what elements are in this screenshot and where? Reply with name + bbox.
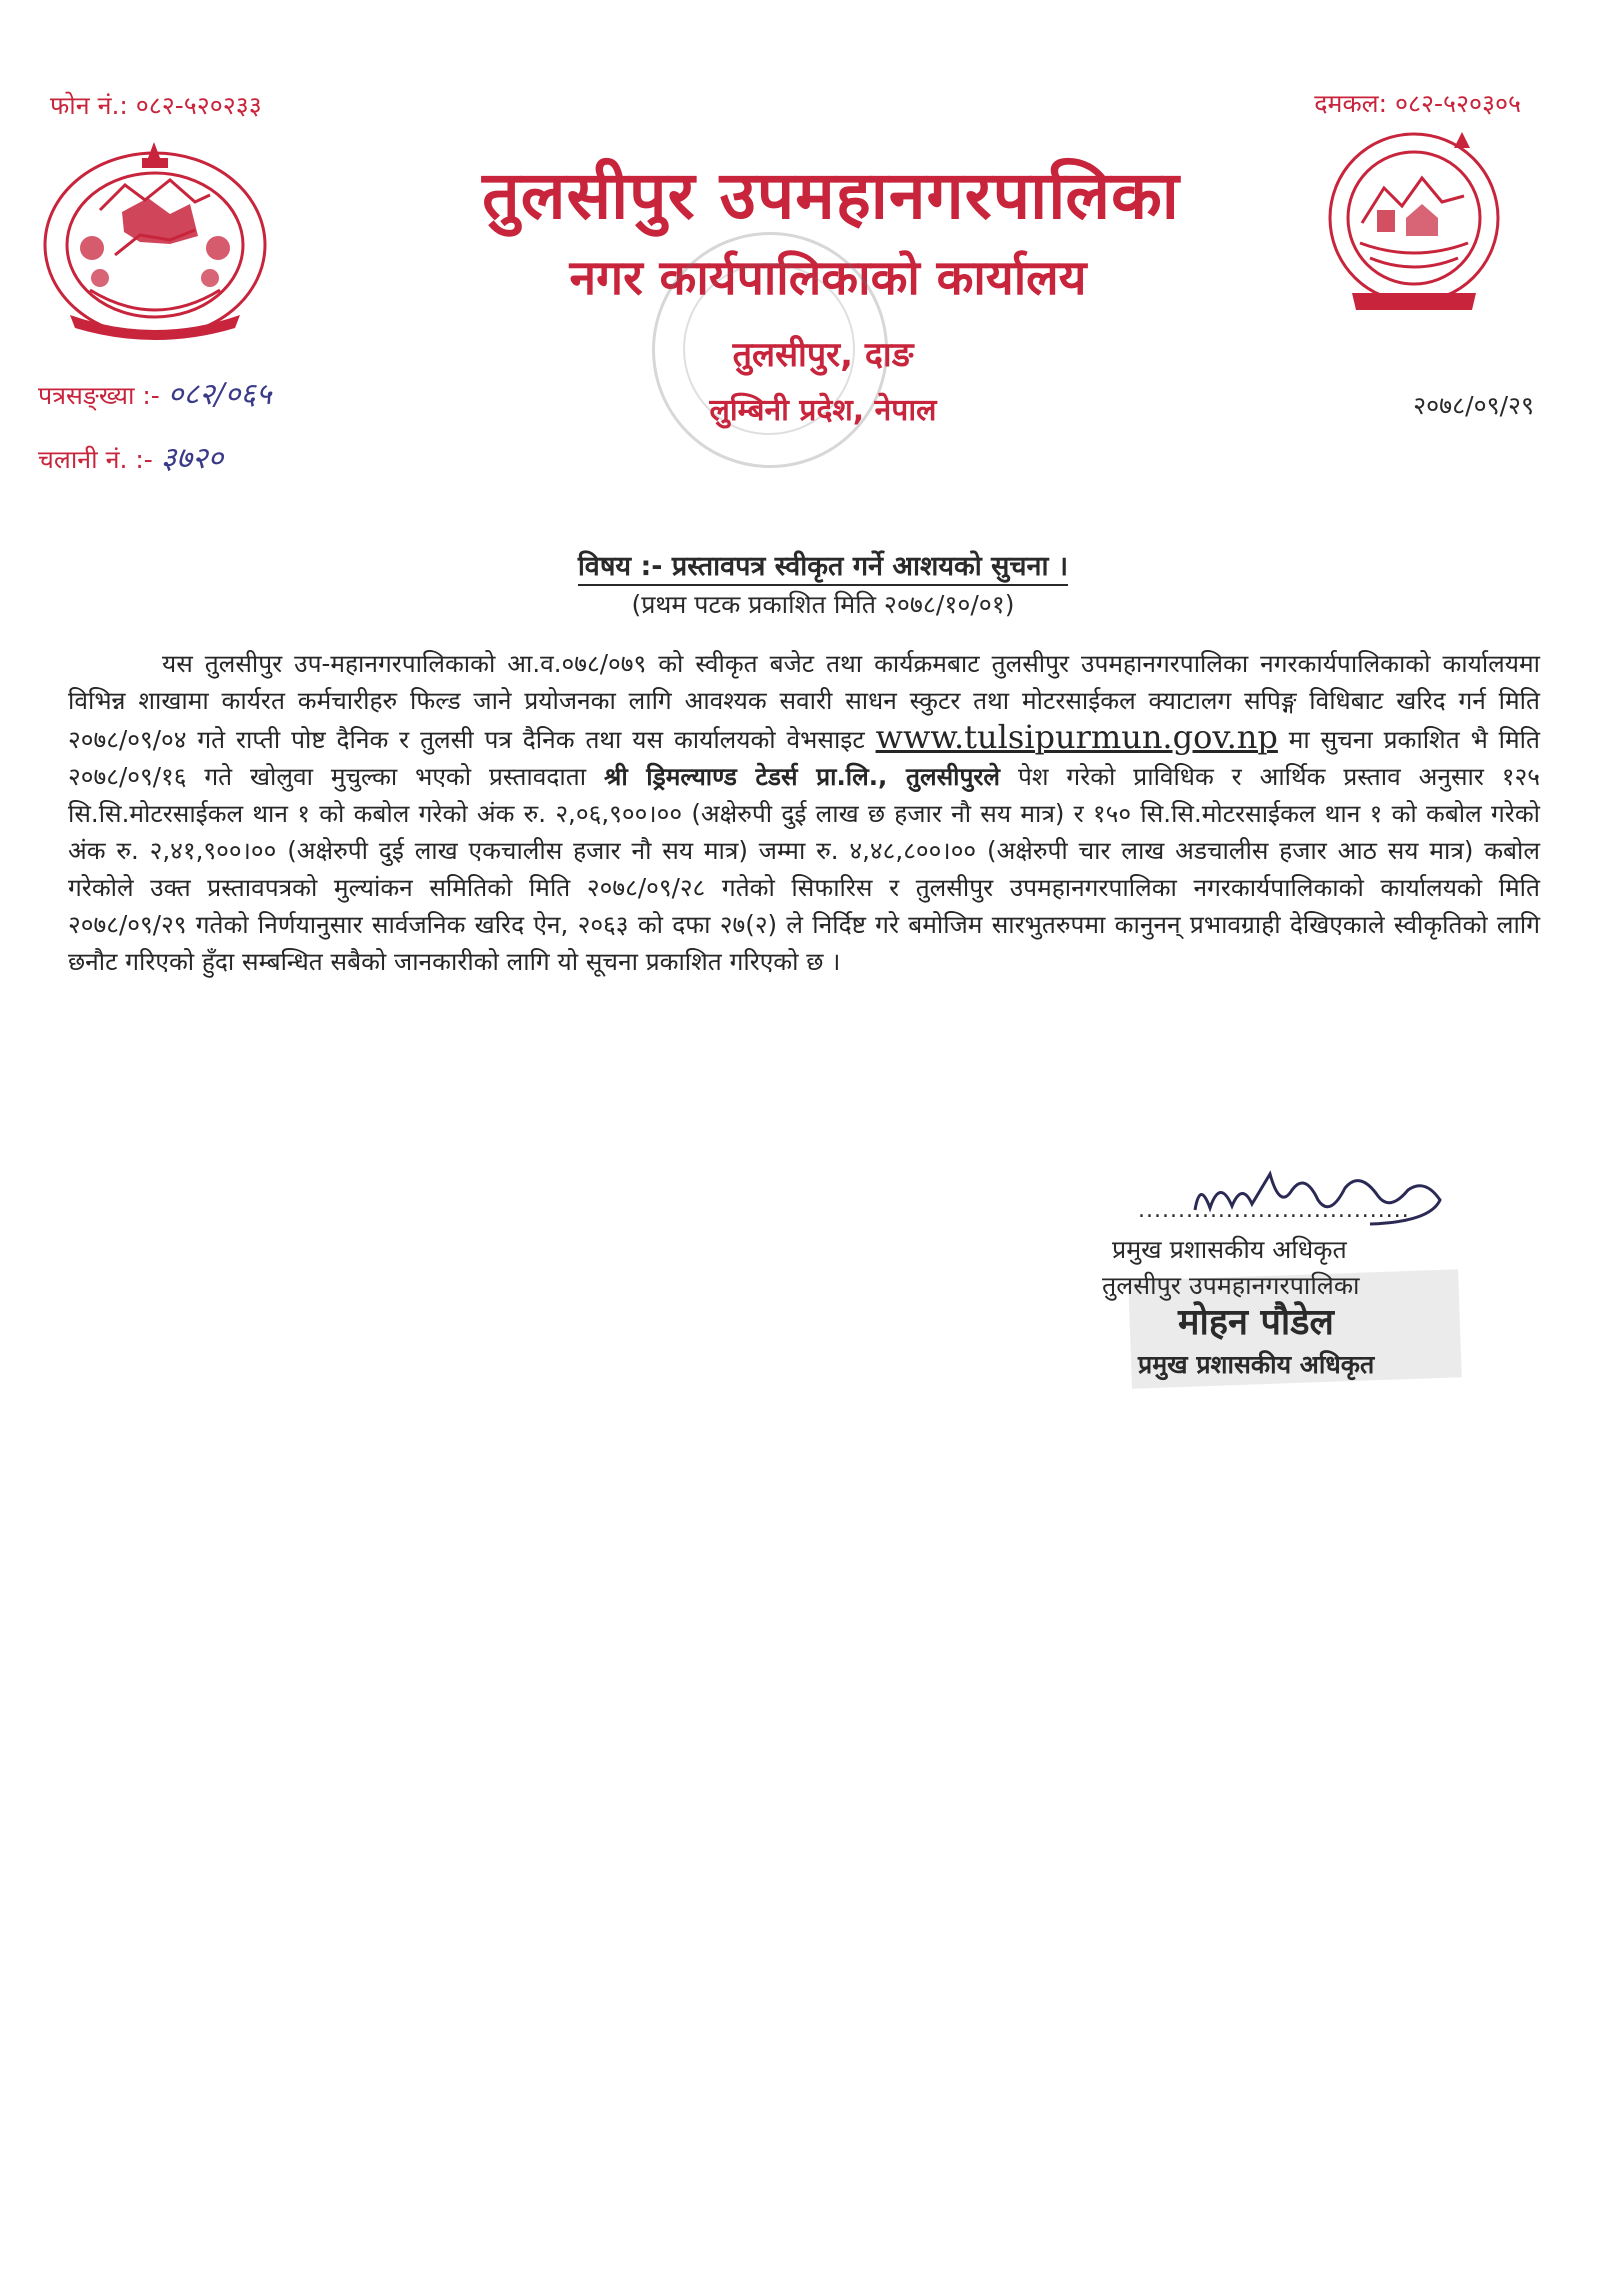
subject-heading: विषय :- प्रस्तावपत्र स्वीकृत गर्ने आशयको सुचना । <box>0 546 1606 583</box>
municipality-name: तुलसीपुर उपमहानगरपालिका <box>482 157 1180 234</box>
notice-body <box>68 645 1540 980</box>
body-part-1: यस तुलसीपुर उप-महानगरपालिकाको आ.व.०७८/०७९ को स्वीकृत बजेट तथा कार्यक्रमबाट तुलसीपुर उपमहानगरपालिका नगरकार्यपालिकाको कार्यालयमा विभिन्न शाखामा कार्यरत कर्मचारीहरु फिल्ड जाने प्रयोजनका लागि आवश्यक सवारी साधन स्कुटर तथा मोटरसाईकल क्याटालग सपिङ्ग विधिबाट खरिद गर्न मिति २०७८/०९/०४ गते राप्ती पोष्ट दैनिक र तुलसी पत्र दैनिक तथा यस कार्यालयको वेभसाइट <box>68 649 1540 754</box>
fire-brigade-number: दमकल: ०८२-५२०३०५ <box>1314 89 1521 118</box>
dispatch-number-value: ३७२० <box>160 441 224 476</box>
letter-date: २०७८/०९/२९ <box>1413 391 1534 420</box>
body-part-3: पेश गरेको प्राविधिक र आर्थिक प्रस्ताव अनुसार १२५ सि.सि.मोटरसाईकल थान १ को कबोल गरेको अंक रु. २,०६,९००।०० (अक्षेरुपी दुई लाख छ हजार नौ सय मात्र) र १५० सि.सि.मोटरसाईकल थान १ को कबोल गरेको अंक रु. २,४१,९००।०० (अक्षेरुपी दुई लाख एकचालीस हजार नौ सय मात्र) जम्मा रु. ४,४८,८००।०० (अक्षेरुपी चार लाख अडचालीस हजार आठ सय मात्र) कबोल गरेकोले उक्त प्रस्तावपत्रको मुल्यांकन समितिको मिति २०७८/०९/२८ गतेको सिफारिस र तुलसीपुर उपमहानगरपालिका नगरकार्यपालिकाको कार्यालयको मिति २०७८/०९/२९ गतेको निर्णयानुसार सार्वजनिक खरिद ऐन, २०६३ को दफा २७(२) ले निर्दिष्ट गरे बमोजिम सारभुतरुपमा कानुनन् प्रभावग्राही देखिएकाले स्वीकृतिको लागि छनौट गरिएको हुँदा सम्बन्धित सबैको जानकारीको लागि यो सूचना प्रकाशित गरिएको छ । <box>68 762 1540 976</box>
letter-number-value: ०८२/०६५ <box>167 377 272 412</box>
website-link[interactable]: www.tulsipurmun.gov.np <box>875 718 1278 756</box>
bidder-name: श्री ड्रिमल्याण्ड टेडर्स प्रा.लि., तुलसीपुरले <box>603 762 1001 791</box>
signature-line: .................................. <box>1138 1198 1410 1223</box>
body-part-2: मा सुचना प्रकाशित भै मिति २०७८/०९/१६ गते खोलुवा मुचुल्का भएको प्रस्तावदाता <box>68 725 1540 791</box>
location-city: तुलसीपुर, दाङ <box>732 335 914 375</box>
stamp-officer-role: प्रमुख प्रशासकीय अधिकृत <box>1138 1350 1375 1379</box>
dispatch-number-label: चलानी नं. :- <box>38 445 153 474</box>
stamp-officer-name: मोहन पौडेल <box>1178 1302 1334 1343</box>
office-name: नगर कार्यपालिकाको कार्यालय <box>569 250 1087 306</box>
first-publication-note: (प्रथम पटक प्रकाशित मिति २०७८/१०/०१) <box>631 590 1015 619</box>
location-province: लुम्बिनी प्रदेश, नेपाल <box>709 393 937 428</box>
letter-number-label: पत्रसङ्ख्या :- <box>38 381 160 410</box>
phone-number: फोन नं.: ०८२-५२०२३३ <box>50 91 262 120</box>
dispatch-number <box>38 436 223 477</box>
letter-number <box>38 372 272 413</box>
signatory-title: प्रमुख प्रशासकीय अधिकृत <box>1112 1235 1347 1264</box>
signatory-organization: तुलसीपुर उपमहानगरपालिका <box>1102 1271 1360 1300</box>
